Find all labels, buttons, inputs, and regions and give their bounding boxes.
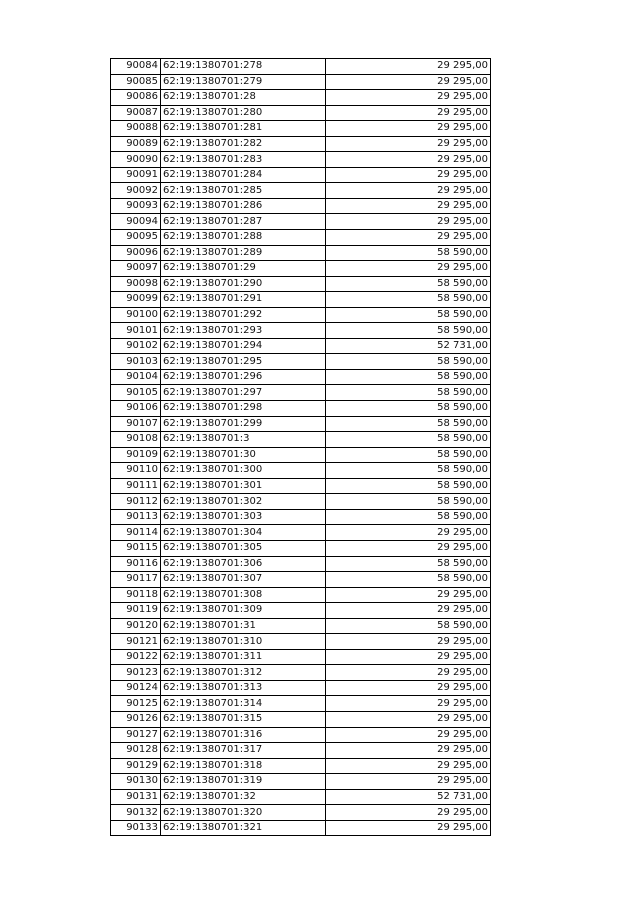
value-cell: 29 295,00 [326,59,491,75]
value-cell: 29 295,00 [326,183,491,199]
row-id-cell: 90097 [111,261,161,277]
row-id-cell: 90106 [111,401,161,417]
cadastral-number-cell: 62:19:1380701:312 [161,665,326,681]
row-id-cell: 90092 [111,183,161,199]
value-cell: 58 590,00 [326,369,491,385]
value-cell: 29 295,00 [326,634,491,650]
value-cell: 29 295,00 [326,711,491,727]
value-cell: 29 295,00 [326,649,491,665]
table-row [111,307,491,323]
row-id-cell: 90087 [111,105,161,121]
row-id-cell: 90101 [111,323,161,339]
table-row [111,618,491,634]
cadastral-number-cell: 62:19:1380701:321 [161,820,326,836]
table-row [111,463,491,479]
table-row [111,59,491,75]
value-cell: 58 590,00 [326,385,491,401]
value-cell: 58 590,00 [326,401,491,417]
value-cell: 58 590,00 [326,432,491,448]
value-cell: 29 295,00 [326,603,491,619]
value-cell: 52 731,00 [326,789,491,805]
table-row [111,245,491,261]
row-id-cell: 90095 [111,230,161,246]
table-row [111,121,491,137]
value-cell: 29 295,00 [326,680,491,696]
row-id-cell: 90107 [111,416,161,432]
table-row [111,354,491,370]
value-cell: 58 590,00 [326,509,491,525]
row-id-cell: 90112 [111,494,161,510]
row-id-cell: 90125 [111,696,161,712]
row-id-cell: 90110 [111,463,161,479]
table-row [111,401,491,417]
row-id-cell: 90132 [111,805,161,821]
cadastral-number-cell: 62:19:1380701:316 [161,727,326,743]
table-row [111,416,491,432]
cadastral-number-cell: 62:19:1380701:285 [161,183,326,199]
cadastral-number-cell: 62:19:1380701:300 [161,463,326,479]
table-row [111,198,491,214]
value-cell: 58 590,00 [326,416,491,432]
value-cell: 58 590,00 [326,572,491,588]
table-row [111,167,491,183]
row-id-cell: 90127 [111,727,161,743]
table-row [111,540,491,556]
table-row [111,74,491,90]
row-id-cell: 90131 [111,789,161,805]
cadastral-number-cell: 62:19:1380701:314 [161,696,326,712]
table-row [111,587,491,603]
cadastral-number-cell: 62:19:1380701:313 [161,680,326,696]
row-id-cell: 90084 [111,59,161,75]
row-id-cell: 90096 [111,245,161,261]
value-cell: 29 295,00 [326,727,491,743]
value-cell: 29 295,00 [326,136,491,152]
table-row [111,90,491,106]
table-row [111,214,491,230]
cadastral-number-cell: 62:19:1380701:31 [161,618,326,634]
row-id-cell: 90123 [111,665,161,681]
cadastral-number-cell: 62:19:1380701:286 [161,198,326,214]
row-id-cell: 90091 [111,167,161,183]
table-row [111,432,491,448]
table-row [111,696,491,712]
cadastral-number-cell: 62:19:1380701:281 [161,121,326,137]
cadastral-number-cell: 62:19:1380701:318 [161,758,326,774]
row-id-cell: 90085 [111,74,161,90]
cadastral-number-cell: 62:19:1380701:305 [161,540,326,556]
table-row [111,230,491,246]
row-id-cell: 90130 [111,774,161,790]
value-cell: 29 295,00 [326,774,491,790]
cadastral-number-cell: 62:19:1380701:302 [161,494,326,510]
row-id-cell: 90128 [111,743,161,759]
cadastral-number-cell: 62:19:1380701:308 [161,587,326,603]
cadastral-number-cell: 62:19:1380701:289 [161,245,326,261]
value-cell: 58 590,00 [326,292,491,308]
value-cell: 29 295,00 [326,167,491,183]
cadastral-number-cell: 62:19:1380701:297 [161,385,326,401]
cadastral-number-cell: 62:19:1380701:320 [161,805,326,821]
table-row [111,478,491,494]
cadastral-number-cell: 62:19:1380701:315 [161,711,326,727]
cadastral-number-cell: 62:19:1380701:295 [161,354,326,370]
table-row [111,820,491,836]
value-cell: 29 295,00 [326,198,491,214]
value-cell: 52 731,00 [326,338,491,354]
cadastral-number-cell: 62:19:1380701:288 [161,230,326,246]
table-row [111,805,491,821]
table-row [111,665,491,681]
table-row [111,152,491,168]
value-cell: 29 295,00 [326,230,491,246]
data-table [110,58,491,836]
value-cell: 29 295,00 [326,665,491,681]
value-cell: 29 295,00 [326,90,491,106]
table-row [111,789,491,805]
cadastral-number-cell: 62:19:1380701:306 [161,556,326,572]
row-id-cell: 90124 [111,680,161,696]
row-id-cell: 90119 [111,603,161,619]
cadastral-number-cell: 62:19:1380701:291 [161,292,326,308]
value-cell: 58 590,00 [326,276,491,292]
table-row [111,494,491,510]
cadastral-number-cell: 62:19:1380701:32 [161,789,326,805]
value-cell: 58 590,00 [326,618,491,634]
cadastral-number-cell: 62:19:1380701:309 [161,603,326,619]
table-row [111,634,491,650]
row-id-cell: 90133 [111,820,161,836]
value-cell: 29 295,00 [326,758,491,774]
cadastral-number-cell: 62:19:1380701:311 [161,649,326,665]
row-id-cell: 90093 [111,198,161,214]
cadastral-number-cell: 62:19:1380701:304 [161,525,326,541]
cadastral-number-cell: 62:19:1380701:28 [161,90,326,106]
value-cell: 29 295,00 [326,696,491,712]
cadastral-number-cell: 62:19:1380701:307 [161,572,326,588]
row-id-cell: 90129 [111,758,161,774]
cadastral-number-cell: 62:19:1380701:290 [161,276,326,292]
table-row [111,774,491,790]
row-id-cell: 90102 [111,338,161,354]
value-cell: 58 590,00 [326,556,491,572]
table-row [111,323,491,339]
cadastral-number-cell: 62:19:1380701:29 [161,261,326,277]
cadastral-number-cell: 62:19:1380701:310 [161,634,326,650]
table-row [111,261,491,277]
value-cell: 58 590,00 [326,354,491,370]
row-id-cell: 90088 [111,121,161,137]
value-cell: 29 295,00 [326,743,491,759]
row-id-cell: 90086 [111,90,161,106]
row-id-cell: 90111 [111,478,161,494]
table-row [111,369,491,385]
cadastral-number-cell: 62:19:1380701:298 [161,401,326,417]
value-cell: 29 295,00 [326,805,491,821]
row-id-cell: 90120 [111,618,161,634]
table-row [111,680,491,696]
row-id-cell: 90109 [111,447,161,463]
row-id-cell: 90100 [111,307,161,323]
value-cell: 29 295,00 [326,105,491,121]
row-id-cell: 90121 [111,634,161,650]
cadastral-number-cell: 62:19:1380701:296 [161,369,326,385]
table-row [111,556,491,572]
table-row [111,572,491,588]
cadastral-number-cell: 62:19:1380701:293 [161,323,326,339]
row-id-cell: 90114 [111,525,161,541]
row-id-cell: 90105 [111,385,161,401]
table-row [111,105,491,121]
cadastral-number-cell: 62:19:1380701:319 [161,774,326,790]
table-row [111,183,491,199]
table-row [111,509,491,525]
row-id-cell: 90094 [111,214,161,230]
row-id-cell: 90126 [111,711,161,727]
row-id-cell: 90118 [111,587,161,603]
value-cell: 29 295,00 [326,525,491,541]
value-cell: 29 295,00 [326,121,491,137]
cadastral-number-cell: 62:19:1380701:299 [161,416,326,432]
row-id-cell: 90117 [111,572,161,588]
table-row [111,743,491,759]
table-row [111,292,491,308]
row-id-cell: 90090 [111,152,161,168]
value-cell: 29 295,00 [326,74,491,90]
value-cell: 58 590,00 [326,463,491,479]
row-id-cell: 90104 [111,369,161,385]
row-id-cell: 90108 [111,432,161,448]
value-cell: 58 590,00 [326,478,491,494]
cadastral-number-cell: 62:19:1380701:283 [161,152,326,168]
cadastral-number-cell: 62:19:1380701:287 [161,214,326,230]
row-id-cell: 90089 [111,136,161,152]
value-cell: 29 295,00 [326,820,491,836]
row-id-cell: 90115 [111,540,161,556]
row-id-cell: 90113 [111,509,161,525]
table-row [111,711,491,727]
cadastral-number-cell: 62:19:1380701:279 [161,74,326,90]
cadastral-number-cell: 62:19:1380701:280 [161,105,326,121]
cadastral-number-cell: 62:19:1380701:303 [161,509,326,525]
value-cell: 58 590,00 [326,447,491,463]
value-cell: 29 295,00 [326,152,491,168]
cadastral-number-cell: 62:19:1380701:292 [161,307,326,323]
table-row [111,385,491,401]
table-row [111,338,491,354]
table-row [111,447,491,463]
cadastral-number-cell: 62:19:1380701:3 [161,432,326,448]
table-row [111,276,491,292]
table-row [111,136,491,152]
value-cell: 29 295,00 [326,261,491,277]
cadastral-number-cell: 62:19:1380701:294 [161,338,326,354]
table-row [111,727,491,743]
cadastral-number-cell: 62:19:1380701:278 [161,59,326,75]
value-cell: 29 295,00 [326,540,491,556]
row-id-cell: 90103 [111,354,161,370]
value-cell: 29 295,00 [326,214,491,230]
table-row [111,649,491,665]
cadastral-number-cell: 62:19:1380701:30 [161,447,326,463]
table-row [111,758,491,774]
value-cell: 29 295,00 [326,587,491,603]
value-cell: 58 590,00 [326,307,491,323]
value-cell: 58 590,00 [326,245,491,261]
table-row [111,603,491,619]
value-cell: 58 590,00 [326,323,491,339]
row-id-cell: 90099 [111,292,161,308]
table-body [111,59,491,836]
row-id-cell: 90122 [111,649,161,665]
row-id-cell: 90098 [111,276,161,292]
table-row [111,525,491,541]
cadastral-number-cell: 62:19:1380701:301 [161,478,326,494]
value-cell: 58 590,00 [326,494,491,510]
cadastral-number-cell: 62:19:1380701:282 [161,136,326,152]
row-id-cell: 90116 [111,556,161,572]
cadastral-number-cell: 62:19:1380701:317 [161,743,326,759]
cadastral-number-cell: 62:19:1380701:284 [161,167,326,183]
